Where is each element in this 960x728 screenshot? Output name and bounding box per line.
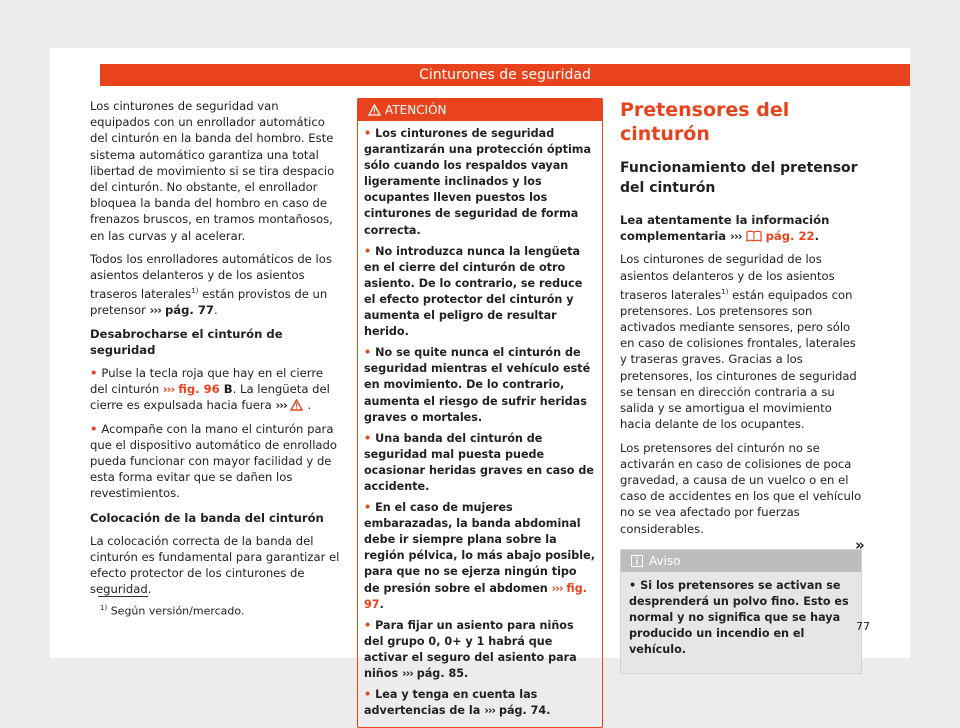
page-ref-link[interactable]: pág. 85	[412, 667, 465, 680]
text: Todos los enrolladores automáticos de los asientos delanteros y de los asientos traseros laterales	[90, 251, 332, 302]
paragraph: Los cinturones de seguridad van equipados con un enrollador automático del cinturón en la banda del hombro. Este sistema automático garantiza una total libertad de movimiento si se tira despacio del cinturón. No obstante, el enrollador bloquea la banda del hombro en caso de frenazos bruscos, en tramos montañosos, en las curvas y al acelerar.	[90, 99, 335, 243]
paragraph	[620, 251, 862, 432]
page-ref-link[interactable]: pág. 77	[160, 303, 215, 318]
warning-item	[364, 126, 596, 239]
column-right	[620, 98, 862, 674]
text: No introduzca nunca la lengüeta en el cierre del cinturón de otro asiento. De lo contrario, se reduce el efecto protector del cinturón y aumenta el peligro de resultar herido.	[364, 244, 583, 339]
text: Una banda del cinturón de seguridad mal puesta puede ocasionar heridas graves en caso de accidente.	[364, 431, 594, 493]
footnote-text: Según versión/mercado.	[110, 604, 245, 618]
note-title: Aviso	[649, 553, 681, 568]
text: Lea y tenga en cuenta las advertencias de la	[364, 688, 538, 718]
warning-item	[364, 500, 596, 613]
arrow-ref: ›››	[162, 382, 175, 397]
continue-mark: »	[855, 536, 865, 554]
book-icon[interactable]	[746, 230, 762, 242]
note-item	[629, 578, 853, 658]
warning-box	[357, 98, 603, 728]
footnote-mark: 1)	[100, 604, 108, 612]
bullet-icon: •	[364, 431, 372, 445]
info-icon	[631, 555, 643, 567]
text: Lea atentamente la información complementaria	[620, 213, 830, 244]
bullet-icon: •	[364, 688, 372, 702]
bullet-icon: •	[364, 244, 372, 258]
subheading: Desabrocharse el cinturón de seguridad	[90, 326, 283, 357]
figure-ref-link[interactable]: fig. 96	[174, 382, 220, 397]
text: En el caso de mujeres embarazadas, la banda abdominal debe ir siempre plana sobre la región pélvica, lo más abajo posible, para que no se ejerza ningún tipo de presión sobre el abdomen	[364, 501, 595, 595]
column-left	[90, 98, 340, 605]
text: Pulse la tecla roja que hay en el cierre del cinturón	[90, 365, 323, 397]
text: .	[464, 667, 469, 680]
paragraph: La colocación correcta de la banda del cinturón es fundamental para garantizar el efecto protector de los cinturones de seguridad.	[90, 533, 340, 597]
text: Acompañe con la mano el cinturón para que el dispositivo automático de enrollado pueda funcionar con mayor facilidad y de esta forma evitar que se dañen los revestimientos.	[90, 421, 337, 501]
subheading: Colocación de la banda del cinturón	[90, 510, 324, 525]
warning-triangle-icon[interactable]	[290, 399, 303, 411]
text: Si los pretensores se activan se desprenderá un polvo fino. Esto es normal y no significa que se haya producido un incendio en el vehículo.	[629, 578, 849, 656]
warning-item	[364, 687, 596, 719]
footnote	[100, 604, 244, 618]
bullet-icon: •	[629, 578, 637, 592]
column-middle	[357, 98, 603, 728]
text: .	[214, 303, 218, 318]
warning-title: ATENCIÓN	[385, 103, 447, 117]
arrow-ref: ›››	[402, 667, 413, 680]
page-ref-link[interactable]: pág. 74	[495, 704, 547, 718]
text: Los cinturones de seguridad garantizarán una protección óptima sólo cuando los respaldos vayan ligeramente inclinados y los ocupantes lleven puestos los cinturones de seguridad de forma correcta.	[364, 127, 592, 237]
text: . La lengüeta del cierre es expulsada hacia fuera	[90, 382, 330, 413]
note-body	[621, 572, 861, 673]
page-number: 77	[856, 620, 870, 633]
bullet-icon: •	[364, 618, 372, 632]
paragraph	[90, 251, 340, 319]
bullet-icon: •	[90, 365, 98, 380]
page-ref-link[interactable]: pág. 22	[761, 229, 815, 244]
text: están provistos de un pretensor	[90, 287, 328, 318]
figure-ref-link[interactable]: fig. 97	[364, 581, 587, 611]
arrow-ref: ›››	[551, 581, 563, 595]
bullet-icon: •	[364, 346, 372, 360]
warning-header	[358, 99, 602, 121]
warning-item	[364, 431, 596, 495]
text: .	[307, 398, 312, 413]
footnote-ref: 1)	[191, 287, 199, 296]
warning-item	[364, 345, 596, 425]
bullet-icon: •	[90, 421, 98, 436]
warning-triangle-icon	[368, 104, 381, 116]
note-box	[620, 549, 862, 674]
warning-item	[364, 618, 596, 682]
text: No se quite nunca el cinturón de seguridad mientras el vehículo esté en movimiento. De lo contrario, aumenta el riesgo de sufrir heridas graves o mortales.	[364, 346, 591, 424]
text: Para fijar un asiento para niños del grupo 0, 0+ y 1 habrá que activar el seguro del asiento para niños	[364, 618, 577, 680]
warning-item	[364, 244, 596, 341]
warning-body	[358, 121, 602, 727]
list-item	[90, 421, 340, 502]
arrow-ref: ›››	[484, 704, 496, 718]
section-subtitle: Funcionamiento del pretensor del cinturón	[620, 160, 858, 196]
paragraph: Los pretensores del cinturón no se activarán en caso de colisiones de poca gravedad, a causa de un vuelco o en el caso de accidentes en los que el vehículo no se vea afectado por fuerzas considerables.	[620, 440, 862, 536]
footnote-ref: 1)	[721, 287, 729, 296]
lead-paragraph	[620, 212, 862, 244]
bullet-icon: •	[364, 127, 372, 140]
text: .	[379, 597, 384, 611]
arrow-ref: ›››	[149, 303, 161, 318]
text: están equipados con pretensores. Los pretensores son activados mediante sensores, pero sólo en caso de colisiones frontales, laterales y traseras graves. Gracias a los pretensores, los cinturones de seguridad se tensan en dirección contraria a su salida y se amortigua el movimiento hacia delante de los ocupantes.	[620, 287, 857, 432]
arrow-ref: ›››	[730, 229, 742, 244]
figure-letter: B	[219, 382, 233, 397]
text: Los cinturones de seguridad de los asientos delanteros y de los asientos traseros laterales	[620, 252, 835, 302]
text: .	[814, 229, 820, 244]
section-title: Pretensores del cinturón	[620, 99, 790, 145]
manual-page	[50, 48, 910, 718]
bullet-icon: •	[364, 501, 372, 515]
footnote-divider	[98, 596, 148, 597]
arrow-ref: ›››	[275, 398, 287, 413]
list-item	[90, 365, 340, 414]
note-header	[621, 550, 861, 572]
section-header: Cinturones de seguridad	[100, 64, 910, 86]
text: .	[546, 704, 551, 718]
